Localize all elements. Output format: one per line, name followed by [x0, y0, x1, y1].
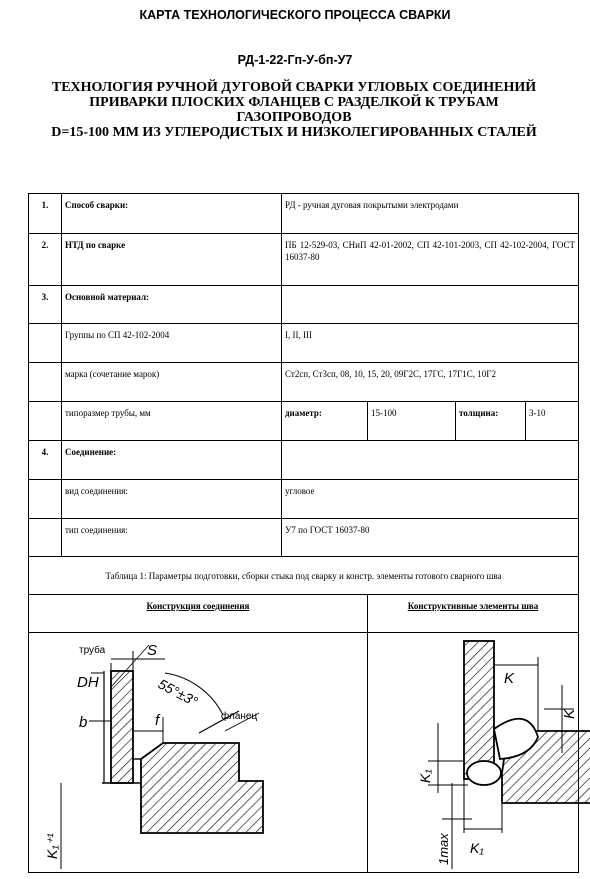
weld-elements-drawing [368, 633, 590, 869]
pipe-label: труба [79, 645, 106, 656]
row-label: тип соединения: [62, 519, 282, 557]
row-number-empty [29, 363, 62, 402]
bevel-angle-label: 55°±3° [155, 675, 201, 710]
row-number-empty [29, 519, 62, 557]
table1-caption: Таблица 1: Параметры подготовки, сборки стыка под сварку и констр. элементы готового сварного шва [29, 557, 579, 595]
document-code: РД-1-22-Гп-У-бп-У7 [237, 53, 353, 67]
leg-k1-label: K₁⁺¹ [44, 833, 60, 859]
leg-k1-left-label: K₁ [417, 769, 433, 783]
process-card-table [28, 193, 579, 873]
row-value: РД - ручная дуговая покрытыми электродами [282, 194, 579, 234]
leg-k1-bottom-label: K₁ [470, 840, 484, 856]
col-heading-construction: Конструкция соединения [29, 595, 368, 633]
row-value: I, II, III [282, 324, 579, 363]
row-value: У7 по ГОСТ 16037-80 [282, 519, 579, 557]
row-number-empty [29, 402, 62, 441]
row-number: 2. [29, 234, 62, 286]
leg-k-top-label: K [504, 670, 515, 687]
row-number: 3. [29, 286, 62, 324]
row-connection [29, 441, 579, 480]
flange-label: фланец [221, 711, 258, 722]
document-heading [34, 80, 554, 140]
row-drawings [29, 633, 579, 873]
row-number: 4. [29, 441, 62, 480]
row-label: марка (сочетание марок) [62, 363, 282, 402]
row-label: НТД по сварке [62, 234, 282, 286]
row-standards [29, 234, 579, 286]
thickness-label: толщина: [456, 402, 526, 441]
construction-drawing-cell [29, 633, 368, 873]
row-material-groups [29, 324, 579, 363]
row-connection-kind [29, 480, 579, 519]
diameter-value: 15-100 [368, 402, 456, 441]
document-title: КАРТА ТЕХНОЛОГИЧЕСКОГО ПРОЦЕССА СВАРКИ [139, 8, 451, 22]
weld-elements-drawing-cell [368, 633, 579, 873]
heading-line-1: ТЕХНОЛОГИЯ РУЧНОЙ ДУГОВОЙ СВАРКИ УГЛОВЫХ СОЕДИНЕНИЙ [51, 80, 537, 95]
row-value-empty [282, 286, 579, 324]
gap-max-label: 1max [436, 833, 451, 865]
pipe-wall [111, 671, 133, 783]
pipe-wall [464, 641, 494, 779]
face-f-label: f [155, 712, 160, 729]
flange-body [141, 743, 263, 833]
row-value: ПБ 12-529-03, СНиП 42-01-2002, СП 42-101-2003, СП 42-102-2004, ГОСТ 16037-80 [282, 234, 579, 286]
col-heading-elements: Конструктивные элементы шва [368, 595, 579, 633]
row-value: Ст2сп, Ст3сп, 08, 10, 15, 20, 09Г2С, 17ГС, 17Г1С, 10Г2 [282, 363, 579, 402]
row-number: 1. [29, 194, 62, 234]
row-pipe-size [29, 402, 579, 441]
row-label: вид соединения: [62, 480, 282, 519]
heading-line-3: D=15-100 ММ ИЗ УГЛЕРОДИСТЫХ И НИЗКОЛЕГИРОВАННЫХ СТАЛЕЙ [51, 125, 537, 140]
row-column-headings [29, 595, 579, 633]
row-label: Основной материал: [62, 286, 282, 324]
heading-line-2: ПРИВАРКИ ПЛОСКИХ ФЛАНЦЕВ С РАЗДЕЛКОЙ К ТРУБАМ ГАЗОПРОВОДОВ [89, 95, 499, 125]
row-base-material [29, 286, 579, 324]
row-label: Группы по СП 42-102-2004 [62, 324, 282, 363]
row-value: угловое [282, 480, 579, 519]
diameter-label: диаметр: [282, 402, 368, 441]
row-label: Способ сварки: [62, 194, 282, 234]
row-number-empty [29, 480, 62, 519]
joint-construction-drawing [29, 633, 297, 869]
row-table-caption [29, 557, 579, 595]
row-welding-method [29, 194, 579, 234]
gap-b-label: b [79, 714, 88, 731]
row-label: типоразмер трубы, мм [62, 402, 282, 441]
thickness-value: 3-10 [526, 402, 579, 441]
thickness-s-label: S [147, 642, 158, 659]
diameter-dn-label: DН [77, 674, 99, 691]
weld-bead-bottom [467, 761, 501, 785]
leg-k-right-label: K [561, 708, 578, 719]
row-label: Соединение: [62, 441, 282, 480]
row-value-empty [282, 441, 579, 480]
row-connection-type [29, 519, 579, 557]
row-number-empty [29, 324, 62, 363]
row-material-grade [29, 363, 579, 402]
